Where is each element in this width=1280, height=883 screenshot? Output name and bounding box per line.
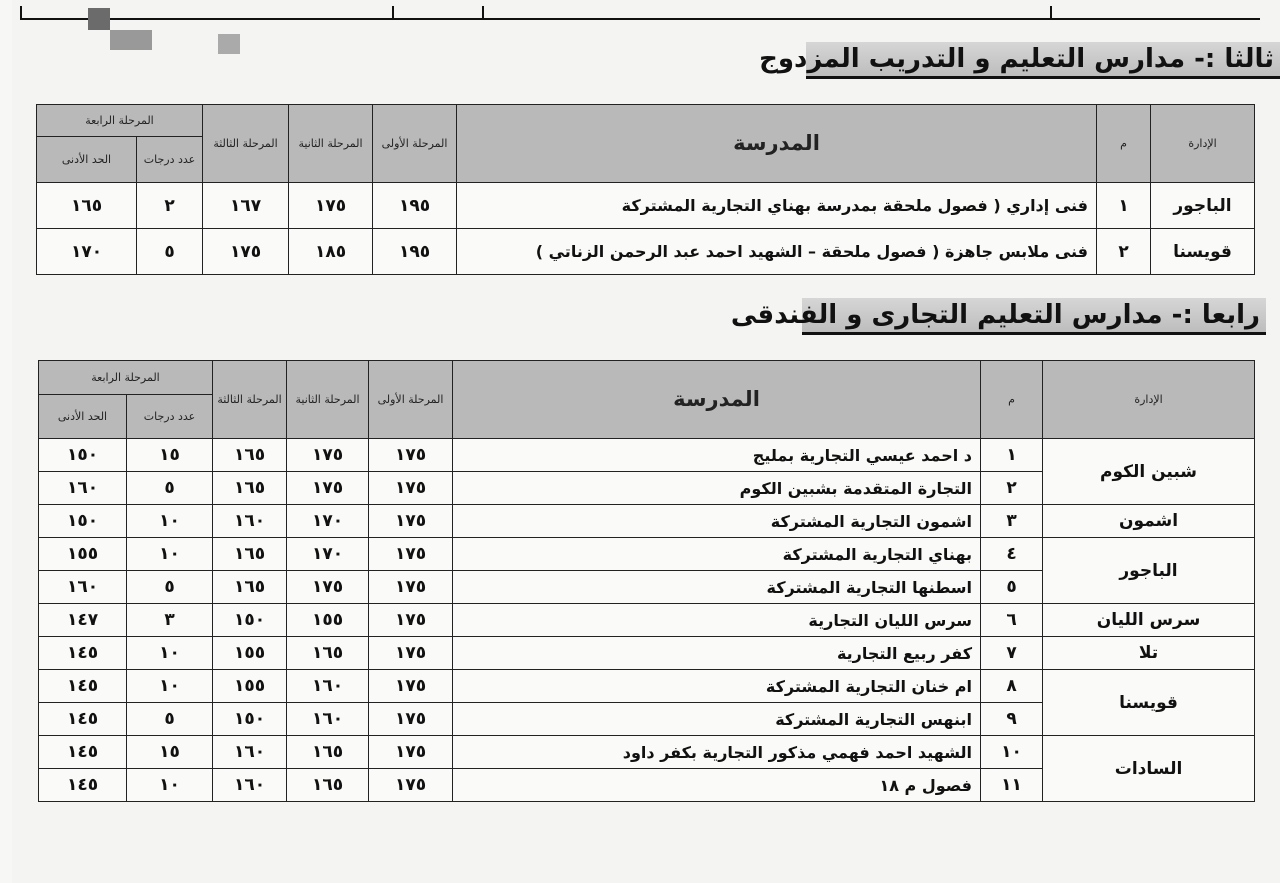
table-row	[39, 736, 1255, 769]
stage3-cell: ١٦٥	[213, 571, 287, 604]
num-cell: ١١	[981, 769, 1043, 802]
header-admin: الإدارة	[1043, 361, 1255, 439]
min-cell: ١٥٠	[39, 439, 127, 472]
stage2-cell: ١٦٥	[287, 736, 369, 769]
school-cell: فصول م ١٨	[453, 769, 981, 802]
header-stage4: المرحلة الرابعة	[37, 105, 203, 137]
num-cell: ٣	[981, 505, 1043, 538]
header-min: الحد الأدنى	[37, 137, 137, 183]
table-row	[39, 439, 1255, 472]
stage3-cell: ١٦٠	[213, 736, 287, 769]
stage3-cell: ١٦٥	[213, 538, 287, 571]
min-cell: ١٦٠	[39, 472, 127, 505]
table-row	[39, 637, 1255, 670]
min-cell: ١٤٥	[39, 637, 127, 670]
min-cell: ١٤٥	[39, 703, 127, 736]
degrees-cell: ١٠	[127, 505, 213, 538]
stage2-cell: ١٦٥	[287, 637, 369, 670]
admin-cell: شبين الكوم	[1043, 439, 1255, 505]
stage3-cell: ١٦٥	[213, 472, 287, 505]
degrees-cell: ٥	[127, 703, 213, 736]
num-cell: ٢	[1097, 229, 1151, 275]
stage2-cell: ١٦٠	[287, 703, 369, 736]
num-cell: ٥	[981, 571, 1043, 604]
stage3-cell: ١٦٧	[203, 183, 289, 229]
school-cell: فنى ملابس جاهزة ( فصول ملحقة – الشهيد احمد عبد الرحمن الزناتي )	[457, 229, 1097, 275]
table-row	[37, 183, 1255, 229]
stage1-cell: ١٧٥	[369, 538, 453, 571]
stage1-cell: ١٧٥	[369, 571, 453, 604]
school-cell: الشهيد احمد فهمي مذكور التجارية بكفر داود	[453, 736, 981, 769]
school-cell: د احمد عيسي التجارية بمليج	[453, 439, 981, 472]
stage1-cell: ١٧٥	[369, 703, 453, 736]
stage3-cell: ١٦٠	[213, 505, 287, 538]
stage2-cell: ١٦٠	[287, 670, 369, 703]
school-cell: سرس الليان التجارية	[453, 604, 981, 637]
stage2-cell: ١٧٥	[287, 571, 369, 604]
stage2-cell: ١٧٠	[287, 538, 369, 571]
stage3-cell: ١٥٠	[213, 604, 287, 637]
min-cell: ١٤٥	[39, 670, 127, 703]
stage1-cell: ١٧٥	[369, 439, 453, 472]
header-admin: الإدارة	[1151, 105, 1255, 183]
num-cell: ١	[1097, 183, 1151, 229]
stage1-cell: ١٧٥	[369, 769, 453, 802]
section4-table	[38, 360, 1255, 802]
redaction-pixels	[110, 30, 152, 50]
degrees-cell: ٢	[137, 183, 203, 229]
header-stage3: المرحلة الثالثة	[203, 105, 289, 183]
stage1-cell: ١٧٥	[369, 472, 453, 505]
min-cell: ١٧٠	[37, 229, 137, 275]
num-cell: ١٠	[981, 736, 1043, 769]
table-row	[39, 604, 1255, 637]
school-cell: كفر ربيع التجارية	[453, 637, 981, 670]
stage3-cell: ١٦٥	[213, 439, 287, 472]
stage2-cell: ١٥٥	[287, 604, 369, 637]
stage3-cell: ١٦٠	[213, 769, 287, 802]
section3-table	[36, 104, 1255, 275]
stage2-cell: ١٧٥	[289, 183, 373, 229]
stage1-cell: ١٧٥	[369, 670, 453, 703]
table-row	[37, 229, 1255, 275]
redaction-pixels	[88, 8, 110, 30]
table-row	[39, 538, 1255, 571]
table-row	[39, 670, 1255, 703]
header-degrees: عدد درجات	[137, 137, 203, 183]
header-num: م	[981, 361, 1043, 439]
num-cell: ٨	[981, 670, 1043, 703]
num-cell: ١	[981, 439, 1043, 472]
stage3-cell: ١٥٠	[213, 703, 287, 736]
stage1-cell: ١٧٥	[369, 736, 453, 769]
stage1-cell: ١٩٥	[373, 183, 457, 229]
scan-edge	[0, 0, 12, 883]
redaction-pixels	[218, 34, 240, 54]
min-cell: ١٦٠	[39, 571, 127, 604]
header-min: الحد الأدنى	[39, 395, 127, 439]
num-cell: ٤	[981, 538, 1043, 571]
min-cell: ١٤٧	[39, 604, 127, 637]
admin-cell: تلا	[1043, 637, 1255, 670]
degrees-cell: ٥	[127, 472, 213, 505]
header-school: المدرسة	[457, 105, 1097, 183]
min-cell: ١٤٥	[39, 769, 127, 802]
stage3-cell: ١٥٥	[213, 670, 287, 703]
min-cell: ١٥٠	[39, 505, 127, 538]
stage3-cell: ١٧٥	[203, 229, 289, 275]
num-cell: ٢	[981, 472, 1043, 505]
stage1-cell: ١٩٥	[373, 229, 457, 275]
admin-cell: الباجور	[1151, 183, 1255, 229]
stage1-cell: ١٧٥	[369, 637, 453, 670]
header-stage2: المرحلة الثانية	[287, 361, 369, 439]
admin-cell: السادات	[1043, 736, 1255, 802]
degrees-cell: ١٥	[127, 736, 213, 769]
admin-cell: اشمون	[1043, 505, 1255, 538]
degrees-cell: ١٥	[127, 439, 213, 472]
school-cell: اسطنها التجارية المشتركة	[453, 571, 981, 604]
stage2-cell: ١٦٥	[287, 769, 369, 802]
degrees-cell: ١٠	[127, 538, 213, 571]
min-cell: ١٥٥	[39, 538, 127, 571]
header-school: المدرسة	[453, 361, 981, 439]
school-cell: ام خنان التجارية المشتركة	[453, 670, 981, 703]
header-stage3: المرحلة الثالثة	[213, 361, 287, 439]
admin-cell: سرس الليان	[1043, 604, 1255, 637]
stage1-cell: ١٧٥	[369, 604, 453, 637]
num-cell: ٩	[981, 703, 1043, 736]
header-num: م	[1097, 105, 1151, 183]
degrees-cell: ٥	[127, 571, 213, 604]
header-degrees: عدد درجات	[127, 395, 213, 439]
admin-cell: الباجور	[1043, 538, 1255, 604]
header-stage2: المرحلة الثانية	[289, 105, 373, 183]
school-cell: ابنهس التجارية المشتركة	[453, 703, 981, 736]
school-cell: بهناي التجارية المشتركة	[453, 538, 981, 571]
degrees-cell: ٥	[137, 229, 203, 275]
table-row	[39, 505, 1255, 538]
school-cell: التجارة المتقدمة بشبين الكوم	[453, 472, 981, 505]
stage2-cell: ١٧٥	[287, 472, 369, 505]
header-stage1: المرحلة الأولى	[373, 105, 457, 183]
stage1-cell: ١٧٥	[369, 505, 453, 538]
school-cell: اشمون التجارية المشتركة	[453, 505, 981, 538]
stage2-cell: ١٧٠	[287, 505, 369, 538]
admin-cell: قويسنا	[1043, 670, 1255, 736]
num-cell: ٧	[981, 637, 1043, 670]
stage2-cell: ١٧٥	[287, 439, 369, 472]
degrees-cell: ١٠	[127, 637, 213, 670]
num-cell: ٦	[981, 604, 1043, 637]
degrees-cell: ١٠	[127, 670, 213, 703]
section3-title: ثالثا :- مدارس التعليم و التدريب المزدوج	[806, 42, 1280, 79]
top-rule	[20, 18, 1260, 28]
min-cell: ١٦٥	[37, 183, 137, 229]
section4-title: رابعا :- مدارس التعليم التجارى و الفندقى	[802, 298, 1266, 335]
school-cell: فنى إداري ( فصول ملحقة بمدرسة بهناي التجارية المشتركة	[457, 183, 1097, 229]
min-cell: ١٤٥	[39, 736, 127, 769]
header-stage4: المرحلة الرابعة	[39, 361, 213, 395]
stage3-cell: ١٥٥	[213, 637, 287, 670]
admin-cell: قويسنا	[1151, 229, 1255, 275]
stage2-cell: ١٨٥	[289, 229, 373, 275]
degrees-cell: ٣	[127, 604, 213, 637]
degrees-cell: ١٠	[127, 769, 213, 802]
header-stage1: المرحلة الأولى	[369, 361, 453, 439]
